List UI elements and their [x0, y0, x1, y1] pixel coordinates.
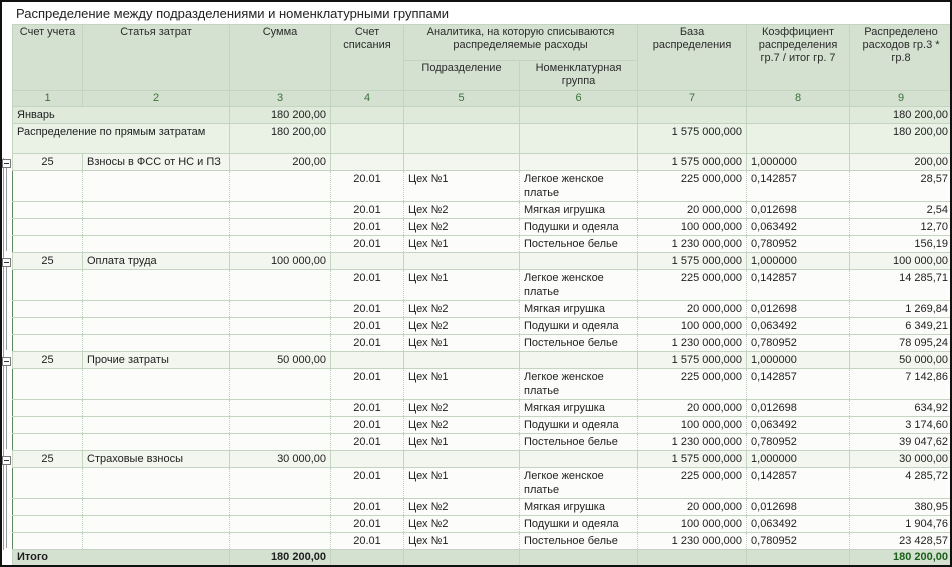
cell-distributed[interactable]: 23 428,57 [850, 533, 952, 550]
cell-article[interactable] [83, 270, 230, 301]
table-row-item[interactable] [13, 154, 952, 171]
header-distributed: Распределено расходов гр.3 * гр.8 [850, 25, 952, 91]
group-bracket-line [6, 366, 7, 449]
table-row-detail[interactable] [13, 434, 952, 451]
group-bracket-line [6, 168, 7, 251]
cell-distributed[interactable]: 3 174,60 [850, 417, 952, 434]
cell-base[interactable]: 1 575 000,000 [638, 253, 747, 270]
cell-article[interactable]: Итого [13, 550, 230, 567]
cell-write-off-account[interactable]: 20.01 [331, 468, 404, 499]
cell-department[interactable]: Цех №2 [404, 516, 520, 533]
table-row-detail[interactable] [13, 219, 952, 236]
header-product-group: Номенклатурная группа [520, 61, 638, 91]
cell-product-group[interactable] [520, 451, 638, 468]
column-number-9: 9 [850, 91, 952, 107]
table-row-month[interactable] [13, 107, 952, 124]
group-bracket-line [3, 158, 4, 550]
cell-article[interactable]: Январь [13, 107, 230, 124]
cell-article[interactable] [83, 335, 230, 352]
cell-article[interactable] [83, 533, 230, 550]
cell-account[interactable] [13, 516, 83, 533]
report-title: Распределение между подразделениями и номенклатурными группами [12, 2, 952, 24]
cell-account[interactable]: 25 [13, 352, 83, 369]
cell-distributed[interactable]: 156,19 [850, 236, 952, 253]
cell-coeff[interactable]: 1,000000 [747, 154, 850, 171]
cell-coeff[interactable]: 0,063492 [747, 417, 850, 434]
cell-coeff[interactable]: 1,000000 [747, 352, 850, 369]
cell-article[interactable]: Распределение по прямым затратам [13, 124, 230, 154]
cell-account[interactable] [13, 270, 83, 301]
cell-base[interactable]: 225 000,000 [638, 468, 747, 499]
table-row-item[interactable] [13, 352, 952, 369]
collapse-group-icon[interactable] [2, 456, 11, 465]
cell-write-off-account[interactable] [331, 253, 404, 270]
cell-department[interactable]: Цех №2 [404, 318, 520, 335]
cell-distributed[interactable]: 50 000,00 [850, 352, 952, 369]
cell-base[interactable]: 100 000,000 [638, 219, 747, 236]
collapse-group-icon[interactable] [2, 357, 11, 366]
cell-product-group[interactable] [520, 124, 638, 154]
cell-coeff[interactable] [747, 550, 850, 567]
cell-article[interactable] [83, 400, 230, 417]
table-row-detail[interactable] [13, 533, 952, 550]
cell-base[interactable]: 225 000,000 [638, 369, 747, 400]
cell-distributed[interactable]: 2,54 [850, 202, 952, 219]
table-header [13, 25, 952, 107]
cell-write-off-account[interactable]: 20.01 [331, 301, 404, 318]
cell-account[interactable] [13, 468, 83, 499]
cell-product-group[interactable]: Постельное белье [520, 434, 638, 451]
cell-account[interactable] [13, 417, 83, 434]
cell-distributed[interactable]: 30 000,00 [850, 451, 952, 468]
cell-distributed[interactable]: 1 269,84 [850, 301, 952, 318]
cell-write-off-account[interactable]: 20.01 [331, 335, 404, 352]
cell-article[interactable] [83, 516, 230, 533]
cell-write-off-account[interactable]: 20.01 [331, 202, 404, 219]
cell-account[interactable] [13, 171, 83, 202]
column-numbers-row [13, 91, 952, 107]
cell-amount[interactable] [230, 400, 331, 417]
cell-write-off-account[interactable]: 20.01 [331, 318, 404, 335]
cell-base[interactable]: 1 230 000,000 [638, 434, 747, 451]
cell-distributed[interactable]: 28,57 [850, 171, 952, 202]
cell-department[interactable]: Цех №1 [404, 236, 520, 253]
cell-write-off-account[interactable]: 20.01 [331, 516, 404, 533]
cell-amount[interactable]: 30 000,00 [230, 451, 331, 468]
cell-product-group[interactable]: Мягкая игрушка [520, 499, 638, 516]
cell-distributed[interactable]: 7 142,86 [850, 369, 952, 400]
cell-coeff[interactable]: 0,780952 [747, 236, 850, 253]
cell-base[interactable] [638, 107, 747, 124]
cell-distributed[interactable]: 39 047,62 [850, 434, 952, 451]
cell-amount[interactable]: 200,00 [230, 154, 331, 171]
column-number-5: 5 [404, 91, 520, 107]
cell-product-group[interactable]: Мягкая игрушка [520, 400, 638, 417]
cell-article[interactable] [83, 318, 230, 335]
cell-amount[interactable] [230, 369, 331, 400]
cell-department[interactable] [404, 154, 520, 171]
cell-base[interactable]: 1 575 000,000 [638, 154, 747, 171]
table-row-detail[interactable] [13, 202, 952, 219]
cell-write-off-account[interactable]: 20.01 [331, 270, 404, 301]
cell-coeff[interactable] [747, 107, 850, 124]
cell-department[interactable]: Цех №1 [404, 434, 520, 451]
cell-account[interactable] [13, 301, 83, 318]
group-bracket-line [6, 465, 7, 548]
cell-distributed[interactable]: 380,95 [850, 499, 952, 516]
cell-product-group[interactable]: Постельное белье [520, 335, 638, 352]
cell-account[interactable]: 25 [13, 154, 83, 171]
cell-amount[interactable] [230, 171, 331, 202]
cell-amount[interactable]: 180 200,00 [230, 107, 331, 124]
cell-product-group[interactable]: Легкое женское платье [520, 369, 638, 400]
cell-product-group[interactable]: Подушки и одеяла [520, 516, 638, 533]
cell-product-group[interactable] [520, 352, 638, 369]
cell-base[interactable]: 1 230 000,000 [638, 335, 747, 352]
cell-distributed[interactable]: 78 095,24 [850, 335, 952, 352]
cell-product-group[interactable]: Подушки и одеяла [520, 417, 638, 434]
cell-coeff[interactable] [747, 124, 850, 154]
group-bracket-line [6, 267, 7, 350]
cell-coeff[interactable]: 1,000000 [747, 253, 850, 270]
cell-department[interactable] [404, 451, 520, 468]
cell-account[interactable] [13, 499, 83, 516]
cell-amount[interactable]: 100 000,00 [230, 253, 331, 270]
cell-coeff[interactable]: 0,142857 [747, 171, 850, 202]
cell-base[interactable]: 1 230 000,000 [638, 533, 747, 550]
cell-coeff[interactable]: 0,142857 [747, 270, 850, 301]
header-base: База распределения [638, 25, 747, 91]
cell-base[interactable]: 20 000,000 [638, 400, 747, 417]
cell-account[interactable]: 25 [13, 451, 83, 468]
column-number-8: 8 [747, 91, 850, 107]
cell-product-group[interactable]: Подушки и одеяла [520, 318, 638, 335]
cell-write-off-account[interactable]: 20.01 [331, 236, 404, 253]
column-number-2: 2 [83, 91, 230, 107]
cell-department[interactable]: Цех №1 [404, 270, 520, 301]
cell-department[interactable]: Цех №2 [404, 202, 520, 219]
cell-base[interactable]: 100 000,000 [638, 318, 747, 335]
header-amount: Сумма [230, 25, 331, 91]
cell-coeff[interactable]: 0,012698 [747, 301, 850, 318]
column-number-4: 4 [331, 91, 404, 107]
cell-article[interactable] [83, 202, 230, 219]
cell-coeff[interactable]: 1,000000 [747, 451, 850, 468]
cell-product-group[interactable] [520, 107, 638, 124]
cell-account[interactable] [13, 533, 83, 550]
column-number-6: 6 [520, 91, 638, 107]
cell-coeff[interactable]: 0,142857 [747, 369, 850, 400]
cell-base[interactable]: 20 000,000 [638, 301, 747, 318]
cell-product-group[interactable] [520, 550, 638, 567]
cell-distributed[interactable]: 1 904,76 [850, 516, 952, 533]
cell-article[interactable]: Взносы в ФСС от НС и ПЗ [83, 154, 230, 171]
cell-article[interactable] [83, 301, 230, 318]
distribution-report [12, 2, 952, 567]
cell-write-off-account[interactable]: 20.01 [331, 400, 404, 417]
cell-coeff[interactable]: 0,012698 [747, 202, 850, 219]
cell-account[interactable] [13, 434, 83, 451]
cell-base[interactable]: 100 000,000 [638, 516, 747, 533]
cell-base[interactable]: 100 000,000 [638, 417, 747, 434]
cell-write-off-account[interactable]: 20.01 [331, 434, 404, 451]
cell-write-off-account[interactable] [331, 451, 404, 468]
cell-distributed[interactable]: 180 200,00 [850, 124, 952, 154]
cell-base[interactable]: 1 575 000,000 [638, 124, 747, 154]
cell-coeff[interactable]: 0,780952 [747, 335, 850, 352]
cell-amount[interactable]: 50 000,00 [230, 352, 331, 369]
collapse-group-icon[interactable] [2, 258, 11, 267]
cell-distributed[interactable]: 12,70 [850, 219, 952, 236]
cell-article[interactable] [83, 369, 230, 400]
table-row-detail[interactable] [13, 301, 952, 318]
header-write-off-account: Счет списания [331, 25, 404, 91]
cell-department[interactable]: Цех №1 [404, 533, 520, 550]
cell-write-off-account[interactable]: 20.01 [331, 533, 404, 550]
cell-product-group[interactable]: Легкое женское платье [520, 468, 638, 499]
cell-account[interactable] [13, 400, 83, 417]
cell-amount[interactable] [230, 417, 331, 434]
cell-coeff[interactable]: 0,142857 [747, 468, 850, 499]
cell-distributed[interactable]: 180 200,00 [850, 550, 952, 567]
cell-amount[interactable] [230, 270, 331, 301]
table-row-detail[interactable] [13, 318, 952, 335]
cell-article[interactable] [83, 468, 230, 499]
header-account: Счет учета [13, 25, 83, 91]
table-row-total[interactable] [13, 550, 952, 567]
cell-distributed[interactable]: 4 285,72 [850, 468, 952, 499]
cell-department[interactable] [404, 124, 520, 154]
cell-product-group[interactable] [520, 253, 638, 270]
column-number-7: 7 [638, 91, 747, 107]
cell-write-off-account[interactable]: 20.01 [331, 417, 404, 434]
cell-product-group[interactable]: Постельное белье [520, 236, 638, 253]
cell-amount[interactable] [230, 468, 331, 499]
table-row-detail[interactable] [13, 400, 952, 417]
cell-product-group[interactable]: Мягкая игрушка [520, 202, 638, 219]
cell-product-group[interactable]: Мягкая игрушка [520, 301, 638, 318]
table-row-detail[interactable] [13, 516, 952, 533]
cell-account[interactable] [13, 202, 83, 219]
cell-distributed[interactable]: 6 349,21 [850, 318, 952, 335]
column-number-1: 1 [13, 91, 83, 107]
cell-article[interactable] [83, 236, 230, 253]
cell-coeff[interactable]: 0,012698 [747, 400, 850, 417]
cell-department[interactable] [404, 253, 520, 270]
cell-base[interactable]: 1 230 000,000 [638, 236, 747, 253]
cell-coeff[interactable]: 0,012698 [747, 499, 850, 516]
cell-base[interactable]: 1 575 000,000 [638, 352, 747, 369]
table-row-method[interactable] [13, 124, 952, 154]
cell-amount[interactable] [230, 236, 331, 253]
cell-amount[interactable] [230, 335, 331, 352]
cell-department[interactable]: Цех №1 [404, 369, 520, 400]
cell-department[interactable]: Цех №2 [404, 417, 520, 434]
table-row-detail[interactable] [13, 499, 952, 516]
table-row-detail[interactable] [13, 171, 952, 202]
cell-amount[interactable]: 180 200,00 [230, 550, 331, 567]
cell-write-off-account[interactable] [331, 154, 404, 171]
cell-write-off-account[interactable]: 20.01 [331, 171, 404, 202]
cell-product-group[interactable]: Подушки и одеяла [520, 219, 638, 236]
cell-write-off-account[interactable] [331, 352, 404, 369]
table-row-item[interactable] [13, 253, 952, 270]
cell-base[interactable]: 20 000,000 [638, 499, 747, 516]
cell-amount[interactable] [230, 318, 331, 335]
cell-amount[interactable] [230, 516, 331, 533]
cell-amount[interactable] [230, 533, 331, 550]
cell-article[interactable] [83, 219, 230, 236]
cell-department[interactable] [404, 352, 520, 369]
cell-product-group[interactable]: Постельное белье [520, 533, 638, 550]
cell-product-group[interactable] [520, 154, 638, 171]
cell-write-off-account[interactable] [331, 107, 404, 124]
cell-account[interactable] [13, 369, 83, 400]
header-article: Статья затрат [83, 25, 230, 91]
collapse-group-icon[interactable] [2, 159, 11, 168]
cell-base[interactable] [638, 550, 747, 567]
grouping-gutter [2, 2, 12, 565]
cell-article[interactable] [83, 434, 230, 451]
table-row-detail[interactable] [13, 468, 952, 499]
cell-account[interactable] [13, 219, 83, 236]
cell-department[interactable]: Цех №1 [404, 468, 520, 499]
cell-department[interactable] [404, 550, 520, 567]
cell-coeff[interactable]: 0,780952 [747, 434, 850, 451]
cell-coeff[interactable]: 0,063492 [747, 516, 850, 533]
table-row-detail[interactable] [13, 417, 952, 434]
table-body [13, 107, 952, 567]
cell-department[interactable]: Цех №2 [404, 219, 520, 236]
cell-department[interactable]: Цех №1 [404, 171, 520, 202]
column-number-3: 3 [230, 91, 331, 107]
cell-amount[interactable]: 180 200,00 [230, 124, 331, 154]
cell-article[interactable] [83, 171, 230, 202]
cell-base[interactable]: 1 575 000,000 [638, 451, 747, 468]
cell-coeff[interactable]: 0,063492 [747, 318, 850, 335]
header-department: Подразделение [404, 61, 520, 91]
header-analytics-group: Аналитика, на которую списываются распределяемые расходы [404, 25, 638, 61]
cell-amount[interactable] [230, 219, 331, 236]
cell-coeff[interactable]: 0,063492 [747, 219, 850, 236]
cell-base[interactable]: 225 000,000 [638, 270, 747, 301]
cell-article[interactable] [83, 499, 230, 516]
cell-department[interactable]: Цех №2 [404, 301, 520, 318]
cell-amount[interactable] [230, 202, 331, 219]
cell-coeff[interactable]: 0,780952 [747, 533, 850, 550]
cell-distributed[interactable]: 100 000,00 [850, 253, 952, 270]
cell-amount[interactable] [230, 301, 331, 318]
table-row-detail[interactable] [13, 369, 952, 400]
cell-department[interactable]: Цех №2 [404, 400, 520, 417]
cell-article[interactable] [83, 417, 230, 434]
cell-distributed[interactable]: 200,00 [850, 154, 952, 171]
cell-account[interactable]: 25 [13, 253, 83, 270]
cell-article[interactable]: Оплата труда [83, 253, 230, 270]
cell-write-off-account[interactable]: 20.01 [331, 219, 404, 236]
cell-base[interactable]: 225 000,000 [638, 171, 747, 202]
cell-amount[interactable] [230, 499, 331, 516]
cell-product-group[interactable]: Легкое женское платье [520, 270, 638, 301]
table-row-detail[interactable] [13, 270, 952, 301]
cell-write-off-account[interactable] [331, 550, 404, 567]
cell-article[interactable]: Страховые взносы [83, 451, 230, 468]
table-row-detail[interactable] [13, 236, 952, 253]
cell-distributed[interactable]: 180 200,00 [850, 107, 952, 124]
cell-write-off-account[interactable]: 20.01 [331, 369, 404, 400]
cell-account[interactable] [13, 236, 83, 253]
cell-department[interactable]: Цех №2 [404, 499, 520, 516]
cell-product-group[interactable]: Легкое женское платье [520, 171, 638, 202]
cell-account[interactable] [13, 335, 83, 352]
table-row-detail[interactable] [13, 335, 952, 352]
cell-article[interactable]: Прочие затраты [83, 352, 230, 369]
header-coeff: Коэффициент распределения гр.7 / итог гр. 7 [747, 25, 850, 91]
cell-distributed[interactable]: 634,92 [850, 400, 952, 417]
cell-write-off-account[interactable]: 20.01 [331, 499, 404, 516]
cell-account[interactable] [13, 318, 83, 335]
table-row-item[interactable] [13, 451, 952, 468]
cell-write-off-account[interactable] [331, 124, 404, 154]
cell-amount[interactable] [230, 434, 331, 451]
cell-department[interactable] [404, 107, 520, 124]
cell-distributed[interactable]: 14 285,71 [850, 270, 952, 301]
distribution-table [12, 24, 952, 567]
cell-base[interactable]: 20 000,000 [638, 202, 747, 219]
cell-department[interactable]: Цех №1 [404, 335, 520, 352]
